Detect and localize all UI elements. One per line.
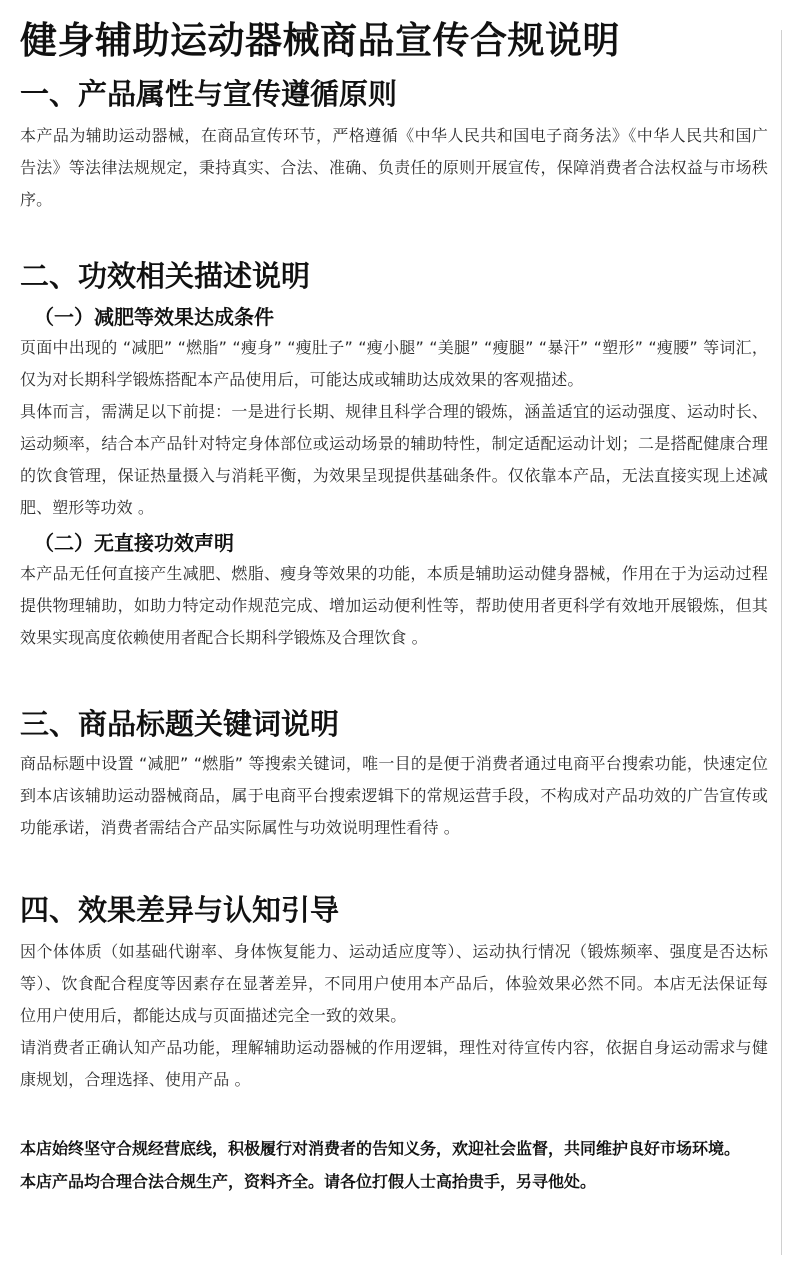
store-notice-part1: 本店始终坚守合规经营底线，积极履行对消费者的告知义务，欢迎社会监督，共同维护良好市场环境。 [20, 1139, 741, 1158]
section1-body: 本产品为辅助运动器械，在商品宣传环节，严格遵循《中华人民共和国电子商务法》《中华人民共和国广告法》等法律法规规定，秉持真实、合法、准确、负责任的原则开展宣传，保障消费者合法权益与市场秩序。 [20, 126, 768, 209]
section4-heading: 四、效果差异与认知引导 [20, 893, 340, 927]
section-title-keywords [20, 704, 768, 844]
section2-sub2-heading: （二）无直接功效声明 [34, 531, 234, 555]
store-notice [20, 1132, 768, 1198]
section3-body: 商品标题中设置 “减肥” “燃脂” 等搜索关键词，唯一目的是便于消费者通过电商平台搜索功能，快速定位到本店该辅助运动器械商品，属于电商平台搜索逻辑下的常规运营手段，不构成对产品功效的广告宣传或功能承诺，消费者需结合产品实际属性与功效说明理性看待 。 [20, 754, 768, 837]
section2-sub2-para: 本产品无任何直接产生减肥、燃脂、瘦身等效果的功能，本质是辅助运动健身器械，作用在于为运动过程提供物理辅助，如助力特定动作规范完成、增加运动便利性等，帮助使用者更科学有效地开展锻炼，但其效果实现高度依赖使用者配合长期科学锻炼及合理饮食 。 [20, 564, 768, 647]
section-product-attributes [20, 74, 768, 216]
section-effect-differences [20, 890, 768, 1096]
section3-heading: 三、商品标题关键词说明 [20, 707, 340, 741]
document-title: 健身辅助运动器械商品宣传合规说明 [20, 19, 620, 62]
store-notice-part2: 本店产品均合理合法合规生产，资料齐全。请各位打假人士高抬贵手，另寻他处。 [20, 1172, 597, 1191]
section1-heading: 一、产品属性与宣传遵循原则 [20, 77, 398, 111]
section2-sub1-heading: （一）减肥等效果达成条件 [34, 305, 274, 329]
section2-heading: 二、功效相关描述说明 [20, 259, 311, 293]
right-edge-divider [781, 30, 782, 1255]
section4-para1: 因个体体质（如基础代谢率、身体恢复能力、运动适应度等）、运动执行情况（锻炼频率、强度是否达标等）、饮食配合程度等因素存在显著差异，不同用户使用本产品后，体验效果必然不同。本店无法保证每位用户使用后，都能达成与页面描述完全一致的效果。 [20, 942, 768, 1025]
section-efficacy-description [20, 256, 768, 654]
section2-sub1-para1: 页面中出现的 “减肥” “燃脂” “瘦身” “瘦肚子” “瘦小腿” “美腿” “瘦腿” “暴汗” “塑形” “瘦腰” 等词汇，仅为对长期科学锻炼搭配本产品使用后，可能达成或辅助达成效果的客观描述。 [20, 338, 768, 389]
section4-para2: 请消费者正确认知产品功能，理解辅助运动器械的作用逻辑，理性对待宣传内容，依据自身运动需求与健康规划，合理选择、使用产品 。 [20, 1038, 768, 1089]
section2-sub1-para2: 具体而言，需满足以下前提：一是进行长期、规律且科学合理的锻炼，涵盖适宜的运动强度、运动时长、运动频率，结合本产品针对特定身体部位或运动场景的辅助特性，制定适配运动计划；二是搭配健康合理的饮食管理，保证热量摄入与消耗平衡，为效果呈现提供基础条件。仅依靠本产品，无法直接实现上述减肥、塑形等功效 。 [20, 402, 768, 517]
